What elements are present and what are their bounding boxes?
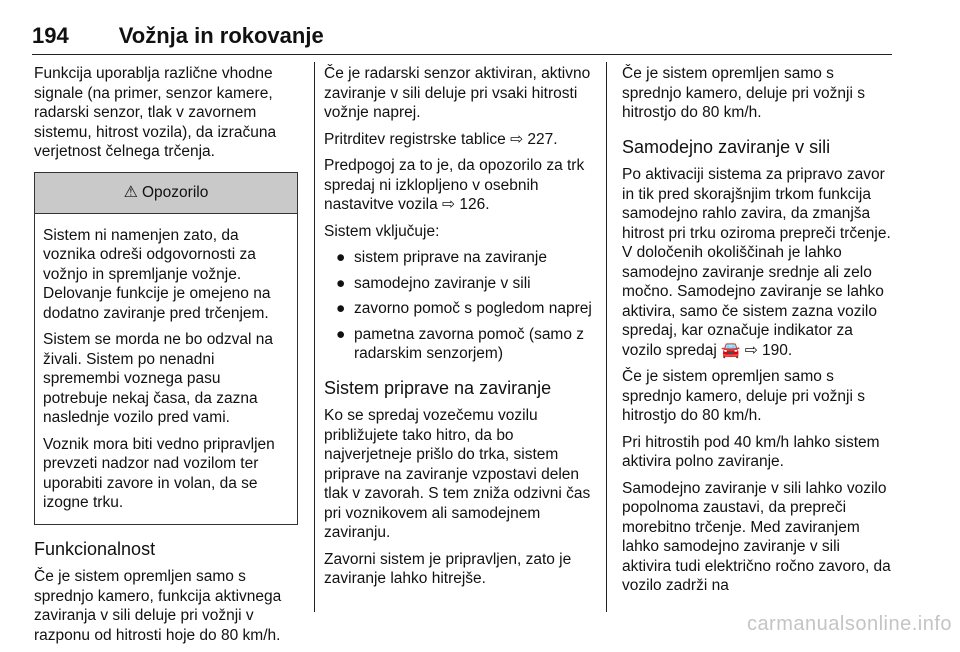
license-plate-paragraph bbox=[324, 130, 596, 150]
bullet-icon: ● bbox=[336, 300, 346, 317]
intro-paragraph: Funkcija uporablja različne vhodne signale (na primer, senzor kamere, radarski senzor, tlak v zavornem sistemu, hitrost vozila), da izračuna verjetnost čelnega trčenja. bbox=[34, 65, 277, 160]
section-heading-brake-prep: Sistem priprave na zaviranje bbox=[324, 377, 552, 398]
warning-box bbox=[34, 172, 298, 525]
warning-title: Opozorilo bbox=[142, 183, 209, 201]
page-reference-arrow-icon: ⇨ bbox=[510, 130, 524, 148]
list-intro: Sistem vključuje: bbox=[324, 222, 440, 240]
section-heading-auto-braking: Samodejno zaviranje v sili bbox=[622, 136, 831, 157]
feature-list bbox=[324, 248, 596, 364]
license-plate-text: Pritrditev registrske tablice bbox=[324, 130, 506, 148]
bullet-icon: ● bbox=[336, 249, 346, 266]
page-reference-arrow-icon: ⇨ bbox=[442, 196, 456, 213]
camera-paragraph: Če je sistem opremljen samo s sprednjo kamero, deluje pri vožnji s hitrostjo do 80 km/h. bbox=[622, 65, 865, 121]
auto-braking-paragraph bbox=[622, 165, 892, 360]
radar-paragraph: Če je radarski senzor aktiviran, aktivno zaviranje v sili deluje pri vsaki hitrosti vožnje naprej. bbox=[324, 65, 591, 121]
column-divider bbox=[606, 62, 607, 612]
full-stop-paragraph: Samodejno zaviranje v sili lahko vozilo popolnoma zaustavi, da prepreči morebitno trčenje. Med zaviranjem lahko samodejno zaviranje v sili aktivira tudi električno ročno zavoro, da vozilo zadrži na bbox=[622, 479, 891, 594]
section-heading-functionality: Funkcionalnost bbox=[34, 538, 156, 559]
bullet-icon: ● bbox=[336, 274, 346, 292]
column-1 bbox=[34, 64, 302, 652]
warning-paragraph: Sistem ni namenjen zato, da voznika odreši odgovornosti za vožnjo in spremljanje vožnje. Delovanje funkcije je omejeno na dodatno zaviranje pred trčenjem. bbox=[43, 226, 271, 322]
page-reference-link[interactable]: 227. bbox=[527, 130, 558, 148]
vehicle-ahead-icon: 🚘 bbox=[721, 341, 741, 359]
camera-paragraph-2: Če je sistem opremljen samo s sprednjo kamero, deluje pri vožnji s hitrostjo do 80 km/h. bbox=[622, 368, 865, 424]
warning-body bbox=[35, 214, 297, 524]
brake-prep-paragraph: Ko se spredaj vozečemu vozilu približujete tako hitro, da bo najverjetneje prišlo do trka, sistem priprave na zaviranje vzpostavi delen tlak v zavorah. S tem zniža odzivni čas pri voznikovem ali samodejnem zaviranju. bbox=[324, 407, 591, 541]
warning-paragraph: Sistem se morda ne bo odzval na živali. Sistem po nenadni spremembi voznega pasu potrebuje nekaj časa, da zazna naslednje vozilo pred vami. bbox=[43, 331, 274, 426]
warning-header bbox=[35, 173, 297, 214]
page-reference-link[interactable]: 190. bbox=[762, 341, 793, 359]
list-item: ● sistem priprave na zaviranje bbox=[324, 248, 596, 268]
list-item: ● samodejno zaviranje v sili bbox=[324, 274, 596, 294]
column-2 bbox=[324, 64, 596, 596]
auto-braking-text: Po aktivaciji sistema za pripravo zavor in tik pred skorajšnjim trkom funkcija samodejno rahlo zavira, da zmanjša hitrost pri trku oziroma prepreči trčenje. V določenih okoliščinah je lahko samodejno zaviranje srednje ali zelo močno. Samodejno zaviranje se lahko aktivira, samo če sistem zazna vozilo spredaj, kar označuje indikator za vozilo spredaj bbox=[622, 166, 891, 359]
warning-paragraph: Voznik mora biti vedno pripravljen prevzeti nadzor nad vozilom ter uporabiti zavore in volan, da se izogne trku. bbox=[43, 435, 275, 511]
precondition-paragraph bbox=[324, 156, 596, 215]
column-divider bbox=[314, 62, 315, 612]
precondition-text: Predpogoj za to je, da opozorilo za trk spredaj ni izklopljeno v osebnih nastavitve vozila bbox=[324, 157, 585, 213]
speed-paragraph: Pri hitrostih pod 40 km/h lahko sistem aktivira polno zaviranje. bbox=[622, 433, 880, 470]
bullet-icon: ● bbox=[336, 325, 346, 343]
page-reference-link[interactable]: 126. bbox=[459, 196, 490, 213]
list-item: ● pametna zavorna pomoč (samo z radarskim senzorjem) bbox=[324, 325, 596, 364]
brake-ready-paragraph: Zavorni sistem je pripravljen, zato je zaviranje lahko hitrejše. bbox=[324, 550, 572, 587]
page-number: 194 bbox=[32, 23, 69, 48]
list-item: ● zavorno pomoč s pogledom naprej bbox=[324, 299, 596, 319]
functionality-paragraph: Če je sistem opremljen samo s sprednjo kamero, funkcija aktivnega zaviranja v sili deluje pri vožnji v razponu od hitrosti hoje do 80 km/h. bbox=[34, 568, 282, 644]
watermark: carmanualsonline.info bbox=[746, 613, 952, 635]
page-header bbox=[32, 22, 892, 55]
column-3 bbox=[622, 64, 892, 603]
page-title: Vožnja in rokovanje bbox=[118, 23, 324, 48]
page-reference-arrow-icon: ⇨ bbox=[744, 341, 758, 359]
warning-triangle-icon: ⚠ bbox=[123, 183, 138, 201]
